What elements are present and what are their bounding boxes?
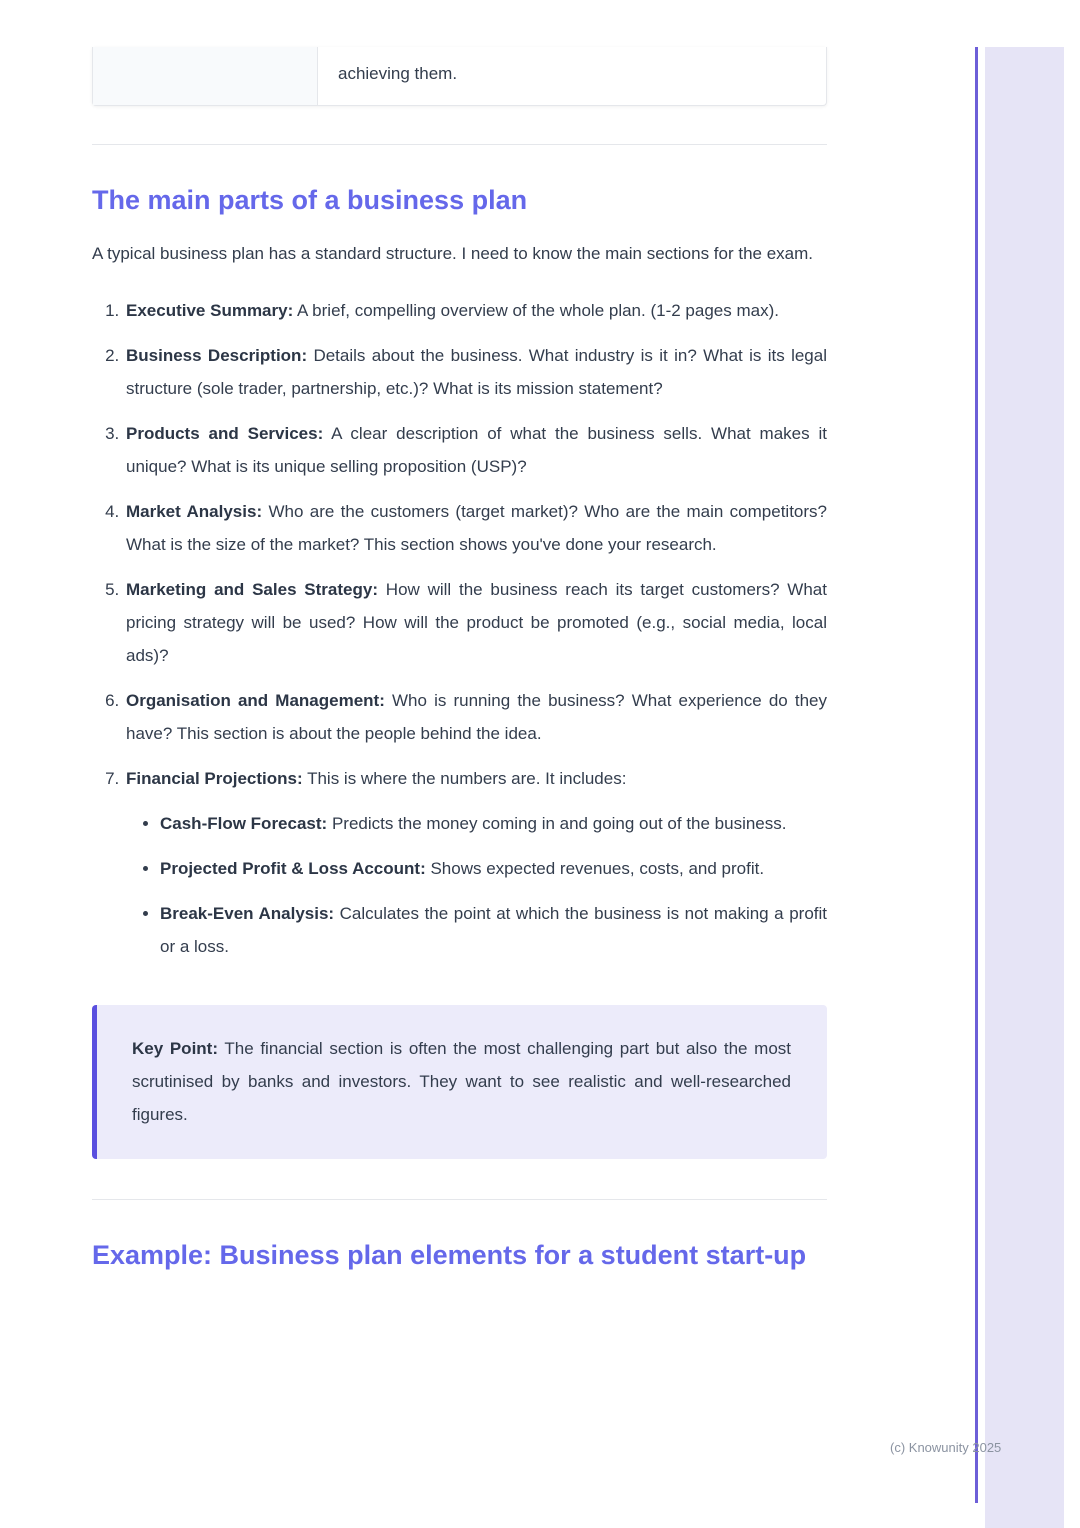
table-cell-left [93, 47, 318, 105]
list-item [124, 294, 827, 327]
list-item-label: Organisation and Management: [126, 691, 385, 710]
list-item-label: Marketing and Sales Strategy: [126, 580, 378, 599]
list-item-text: Details about the business. What industry is it in? What is its legal structure (sole trader, partnership, etc.)? What is its mission statement? [126, 346, 827, 398]
list-item-text: A clear description of what the business sells. What makes it unique? What is its unique selling proposition (USP)? [126, 424, 827, 476]
list-item [124, 684, 827, 750]
intro-paragraph: A typical business plan has a standard structure. I need to know the main sections for the exam. [92, 244, 814, 263]
list-item [124, 573, 827, 672]
sub-list-item [160, 807, 827, 840]
page-edge-accent-line [975, 47, 978, 1503]
scrollbar-track[interactable] [985, 47, 1064, 1528]
table-fragment [92, 47, 827, 106]
document-page [92, 0, 827, 1272]
list-item-label: Business Description: [126, 346, 308, 365]
list-item [124, 762, 827, 963]
key-point-callout [92, 1005, 827, 1159]
list-item-text: A brief, compelling overview of the whole plan. (1-2 pages max). [297, 301, 779, 320]
list-item-text: Who is running the business? What experience do they have? This section is about the people behind the idea. [126, 691, 827, 743]
list-item-label: Financial Projections: [126, 769, 303, 788]
section-divider [92, 144, 827, 145]
sub-list-item-text: Calculates the point at which the business is not making a profit or a loss. [160, 904, 827, 956]
sub-list-item-label: Break-Even Analysis: [160, 904, 335, 923]
sub-list-item-label: Cash-Flow Forecast: [160, 814, 328, 833]
sub-list-item [160, 852, 827, 885]
section-title-main-parts: The main parts of a business plan [92, 185, 528, 215]
table-cell-right: achieving them. [338, 64, 458, 83]
section-title-example: Example: Business plan elements for a student start-up [92, 1240, 807, 1270]
section-divider [92, 1199, 827, 1200]
list-item [124, 417, 827, 483]
list-item-text: How will the business reach its target customers? What pricing strategy will be used? How will the product be promoted (e.g., social media, local ads)? [126, 580, 827, 665]
list-item-label: Market Analysis: [126, 502, 263, 521]
sub-list-item [160, 897, 827, 963]
list-item-text: Who are the customers (target market)? Who are the main competitors? What is the size of the market? This section shows you've done your research. [126, 502, 828, 554]
key-point-text: The financial section is often the most challenging part but also the most scrutinised by banks and investors. They want to see realistic and well-researched figures. [132, 1039, 791, 1124]
list-item-label: Products and Services: [126, 424, 324, 443]
business-plan-parts-list [92, 294, 827, 963]
key-point-label: Key Point: [132, 1039, 219, 1058]
sub-list-item-label: Projected Profit & Loss Account: [160, 859, 426, 878]
footer-credit: (c) Knowunity 2025 [890, 1440, 1002, 1455]
list-item-text: This is where the numbers are. It includes: [307, 769, 627, 788]
list-item-label: Executive Summary: [126, 301, 294, 320]
financial-projections-sublist [126, 807, 827, 963]
sub-list-item-text: Predicts the money coming in and going out of the business. [331, 814, 787, 833]
list-item [124, 495, 827, 561]
sub-list-item-text: Shows expected revenues, costs, and profit. [430, 859, 765, 878]
list-item [124, 339, 827, 405]
